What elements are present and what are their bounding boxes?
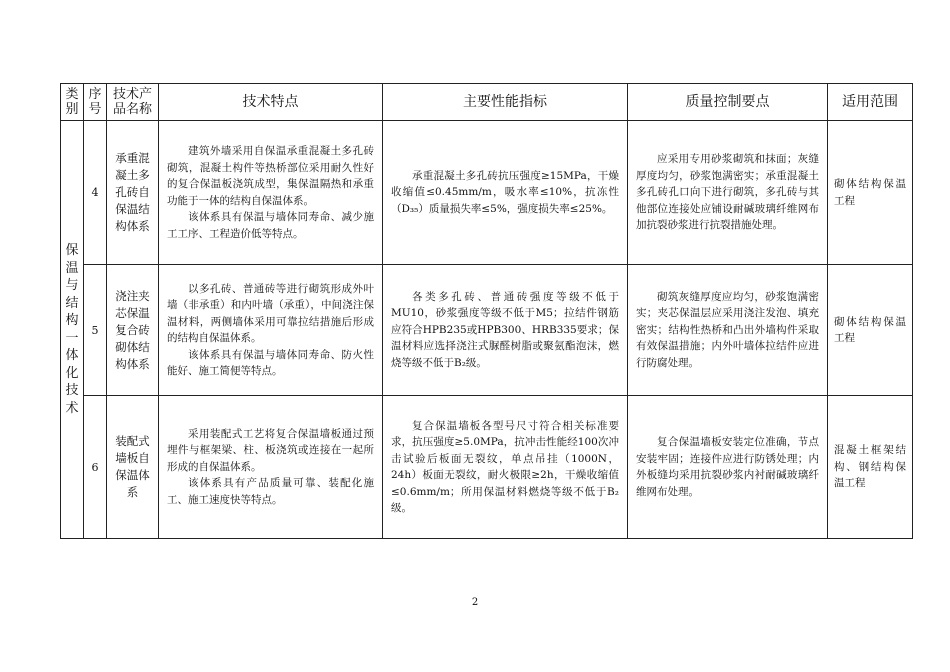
row-quality: 复合保温墙板安装定位准确，节点安装牢固；连接件应进行防锈处理；内外板缝均采用抗裂砂浆内衬耐碱玻璃纤维网布处理。 [628, 396, 828, 539]
row-quality: 砌筑灰缝厚度应均匀，砂浆饱满密实；夹芯保温层应采用浇注发泡、填充密实；结构性热桥和凸出外墙构件采取有效保温措施；内外叶墙体拉结件应进行防腐处理。 [628, 265, 828, 396]
row-features: 以多孔砖、普通砖等进行砌筑形成外叶墙（非承重）和内叶墙（承重），中间浇注保温材料，两侧墙体采用可靠拉结措施后形成的结构自保温体系。 该体系具有保温与墙体同寿命、防火性能好、施工简便等特点。 [159, 265, 383, 396]
row-scope: 砌体结构保温工程 [828, 121, 913, 265]
row-scope: 混凝土框架结构、钢结构保温工程 [828, 396, 913, 539]
page-number: 2 [471, 597, 479, 608]
row-features: 建筑外墙采用自保温承重混凝土多孔砖砌筑，混凝土构件等热桥部位采用耐久性好的复合保温板浇筑成型，集保温隔热和承重功能于一体的结构自保温体系。 该体系具有保温与墙体同寿命、减少施工工序、工程造价低等特点。 [159, 121, 383, 265]
header-scope: 适用范围 [828, 84, 913, 121]
header-seq: 序号 [84, 84, 107, 121]
row-features: 采用装配式工艺将复合保温墙板通过预埋件与框架梁、柱、板浇筑或连接在一起所形成的自保温体系。 该体系具有产品质量可靠、装配化施工、施工速度快等特点。 [159, 396, 383, 539]
row-performance: 承重混凝土多孔砖抗压强度≥15MPa，干燥收缩值≤0.45mm/m，吸水率≤10%，抗冻性（D₃₅）质量损失率≤5%，强度损失率≤25%。 [383, 121, 628, 265]
row-scope: 砌体结构保温工程 [828, 265, 913, 396]
table-header-row [61, 84, 913, 121]
technology-table [60, 83, 913, 539]
row-seq: 4 [84, 121, 107, 265]
table-row [61, 121, 913, 265]
row-product-name: 浇注夹芯保温复合砖砌体结构体系 [107, 265, 159, 396]
category-cell: 保 温 与 结 构 一 体 化 技 术 [61, 121, 84, 539]
table-row [61, 396, 913, 539]
row-performance: 复合保温墙板各型号尺寸符合相关标准要求，抗压强度≥5.0MPa，抗冲击性能经100次冲击试验后板面无裂纹，单点吊挂（1000N，24h）板面无裂纹，耐火极限≥2h，干燥收缩值≤0.6mm/m；所用保温材料燃烧等级不低于B₂级。 [383, 396, 628, 539]
header-product: 技术产品名称 [107, 84, 159, 121]
row-seq: 5 [84, 265, 107, 396]
header-features: 技术特点 [159, 84, 383, 121]
row-performance: 各类多孔砖、普通砖强度等级不低于MU10，砂浆强度等级不低于M5；拉结件钢筋应符合HPB235或HPB300、HRB335要求；保温材料应选择浇注式脲醛树脂或聚氨酯泡沫，燃烧等级不低于B₂级。 [383, 265, 628, 396]
header-performance: 主要性能指标 [383, 84, 628, 121]
row-product-name: 装配式墙板自保温体系 [107, 396, 159, 539]
header-category: 类别 [61, 84, 84, 121]
table-row [61, 265, 913, 396]
row-quality: 应采用专用砂浆砌筑和抹面；灰缝厚度均匀，砂浆饱满密实；承重混凝土多孔砖孔口向下进行砌筑，多孔砖与其他部位连接处应铺设耐碱玻璃纤维网布加抗裂砂浆进行抗裂措施处理。 [628, 121, 828, 265]
row-seq: 6 [84, 396, 107, 539]
header-quality: 质量控制要点 [628, 84, 828, 121]
row-product-name: 承重混凝土多孔砖自保温结构体系 [107, 121, 159, 265]
